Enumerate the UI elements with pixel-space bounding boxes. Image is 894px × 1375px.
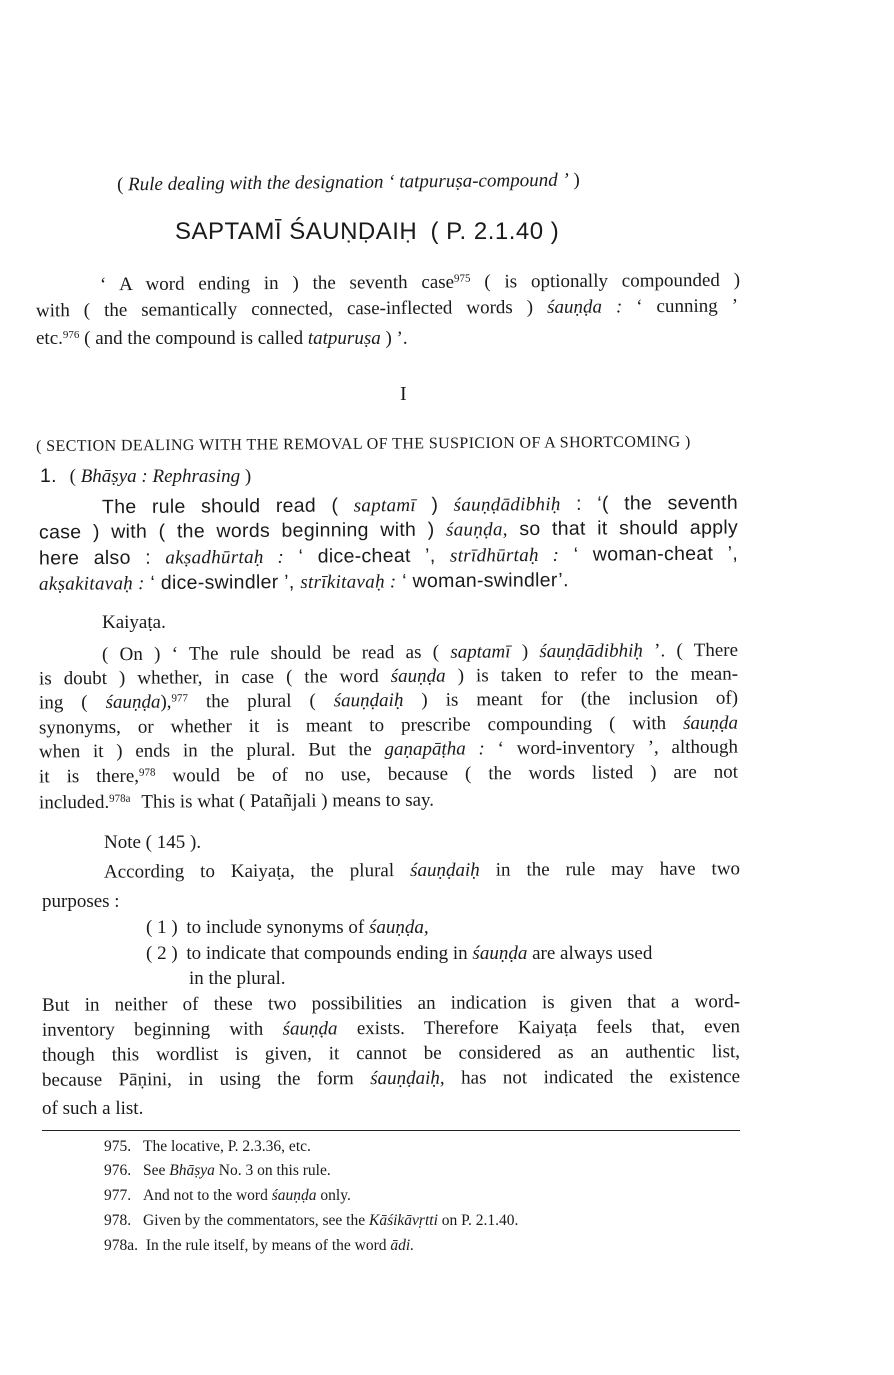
translation-text: ( and the compound is called (84, 328, 304, 349)
sanskrit-term: tatpuruṣa (307, 328, 381, 349)
footnote-976 (104, 1162, 331, 1180)
note-text: inventory beginning with (41, 1018, 264, 1041)
paren-close: ) (244, 466, 252, 487)
bhasya-text: ‘ woman-cheat ’, (573, 542, 739, 566)
footnote-number: 978. (104, 1212, 132, 1229)
sanskrit-term: śauṇḍādibhiḥ (539, 640, 643, 663)
note-list-item-2-cont: in the plural. (189, 968, 286, 989)
caption-text: Rule dealing with the designation (127, 171, 384, 196)
bhasya-line-4 (39, 569, 569, 596)
footnote-number: 975. (104, 1138, 132, 1155)
list-number: ( 1 ) (146, 917, 178, 938)
kaiyata-text: included. (38, 791, 110, 814)
kaiyata-text: when it ) ends in the plural. But the (38, 739, 372, 763)
kaiyata-line-inner (39, 762, 738, 789)
translation-text: etc. (36, 328, 63, 349)
kaiyata-line-2 (39, 664, 738, 691)
note-list-item-2 (146, 943, 652, 965)
footnote-term: ādi. (390, 1237, 415, 1254)
translation-text: with ( the semantically connected, case-inflected words ) (35, 296, 534, 322)
bhasya-text: case ) with ( the words beginning with ) (38, 518, 435, 544)
footnote-text: only. (320, 1187, 351, 1204)
bhasya-text: ‘ dice-cheat ’, (298, 544, 436, 568)
note-text: exists. Therefore Kaiyaṭa feels that, even (356, 1016, 741, 1040)
sanskrit-term: śauṇḍa, (369, 917, 429, 938)
kaiyata-heading: Kaiyaṭa. (102, 612, 166, 633)
bhasya-line-inner (39, 517, 738, 545)
kaiyata-line-inner (39, 713, 738, 740)
note-text: though this wordlist is given, it cannot be considered as an authentic list, (41, 1041, 741, 1066)
note-line-inner (104, 858, 740, 883)
translation-text: ) ’. (385, 328, 408, 349)
translation-line-2 (36, 296, 738, 323)
kaiyata-text: This is what ( Patañjali ) means to say. (141, 789, 435, 813)
bhasya-text: The rule should read ( (101, 494, 339, 519)
sanskrit-term: akṣadhūrtaḥ : (165, 546, 285, 569)
bhasya-text: ‘ dice-swindler ’, (150, 571, 295, 595)
kaiyata-line-1 (102, 640, 738, 666)
note-text: to include synonyms of (186, 917, 365, 938)
footnote-978a (104, 1237, 414, 1255)
footnote-ref-977: 977 (171, 692, 189, 705)
footnote-text: Given by the commentators, see the (143, 1212, 366, 1229)
bhasya-line-inner (39, 543, 738, 571)
footnote-text: And not to the word (143, 1187, 268, 1204)
note-para-2-line-3 (42, 1041, 740, 1067)
note-text: has not indicated the existence (461, 1066, 741, 1089)
sanskrit-term: śauṇḍa, (445, 519, 508, 541)
note-line-1 (104, 858, 740, 883)
sanskrit-term: śauṇḍaiḥ (410, 859, 480, 882)
note-text: to indicate that compounds ending in (186, 943, 468, 964)
rule-heading (175, 218, 559, 246)
footnote-text: on P. 2.1.40. (441, 1212, 519, 1229)
section-title (36, 433, 691, 456)
note-line-inner (42, 1016, 740, 1042)
footnote-ref-978: 978 (138, 766, 156, 779)
note-heading: Note ( 145 ). (104, 832, 202, 853)
footnote-text: In the rule itself, by means of the word (145, 1237, 387, 1254)
sanskrit-term: gaṇapāṭha : (384, 738, 485, 761)
translation-text: ‘ cunning ’ (636, 295, 739, 318)
kaiyata-text: ing ( (38, 692, 88, 714)
kaiyata-line-inner (39, 688, 738, 715)
sanskrit-term: akṣakitavaḥ : (38, 573, 145, 595)
kaiyata-text: is doubt ) whether, in case ( the word (38, 666, 379, 690)
kaiyata-text: would be of no use, because ( the words listed ) are not (172, 761, 739, 787)
sanskrit-term: śauṇḍa (683, 712, 739, 734)
kaiyata-text: it is there, (38, 765, 140, 788)
footnote-975 (104, 1138, 311, 1156)
sanskrit-term: strīdhūrtaḥ : (449, 544, 560, 567)
kaiyata-text: synonyms, or whether it is meant to prescribe compounding ( with (38, 713, 667, 739)
note-text: But in neither of these two possibilities an indication is given that a word- (41, 991, 741, 1016)
note-line-2: purposes : (42, 891, 120, 912)
footnote-978 (104, 1212, 518, 1230)
footnote-text: See (143, 1162, 166, 1179)
sanskrit-term: śauṇḍa (282, 1018, 338, 1040)
item-label: Bhāṣya : Rephrasing (80, 466, 241, 487)
sutra-text: SAPTAMĪ ŚAUṆḌAIḤ (175, 218, 418, 245)
bhasya-line-1 (102, 492, 738, 519)
note-text: are always used (532, 943, 653, 964)
kaiyata-line-4 (39, 713, 738, 740)
note-para-2-line-4 (42, 1066, 740, 1092)
footnote-ref-978a: 978a (109, 792, 131, 805)
sanskrit-term: śauṇḍa : (546, 296, 623, 318)
kaiyata-line-inner (102, 640, 738, 666)
footnote-977 (104, 1187, 351, 1205)
bhasya-text: ‘ woman-swindler’. (402, 569, 569, 593)
bhasya-text: ) (431, 493, 439, 516)
bhasya-line-3 (39, 543, 738, 571)
translation-text: ‘ A word ending in ) the seventh case (99, 271, 455, 296)
caption-term: ‘ tatpuruṣa-compound ’ (388, 169, 569, 193)
translation-text: ( is optionally compounded ) (484, 269, 741, 293)
bhasya-text: : ‘( the seventh (576, 491, 739, 515)
note-text: because Pāṇini, in using the form (41, 1068, 354, 1091)
kaiyata-line-5 (39, 737, 738, 764)
sanskrit-term: śauṇḍa (105, 691, 161, 713)
footnote-number: 977. (104, 1187, 132, 1204)
translation-line-1-inner (100, 270, 740, 296)
kaiyata-line-7 (39, 790, 434, 815)
sanskrit-term: saptamī (353, 495, 417, 517)
item-1-heading (40, 465, 251, 488)
kaiyata-text: ( On ) ‘ The rule should be read as ( (101, 641, 440, 666)
bhasya-text: here also : (38, 546, 151, 570)
footnote-separator (42, 1130, 740, 1131)
note-line-inner (42, 1066, 740, 1092)
paren-close: ) (573, 169, 580, 191)
sutra-reference: ( P. 2.1.40 ) (430, 218, 560, 245)
footnote-ref-975: 975 (453, 272, 471, 285)
sanskrit-term: strīkitavaḥ : (300, 571, 397, 594)
bhasya-text: so that it should apply (519, 516, 739, 541)
footnote-term: śauṇḍa (271, 1187, 317, 1204)
kaiyata-line-6 (39, 762, 738, 789)
note-para-2-line-1 (42, 991, 740, 1017)
footnote-term: Bhāṣya (169, 1162, 215, 1179)
kaiyata-line-inner (39, 664, 738, 691)
kaiyata-text: the plural ( (205, 690, 316, 713)
note-para-2-line-5: of such a list. (42, 1098, 144, 1119)
sanskrit-term: śauṇḍādibhiḥ (453, 494, 561, 516)
translation-line-2-inner (36, 296, 738, 323)
kaiyata-line-inner (39, 737, 738, 764)
footnote-term: Kāśikāvṛtti (368, 1212, 438, 1229)
kaiyata-text: ’. ( There (654, 639, 739, 662)
translation-line-3 (36, 328, 408, 350)
kaiyata-line-3 (39, 688, 738, 715)
footnote-number: 976. (104, 1162, 132, 1179)
item-number: 1. (40, 465, 57, 487)
sanskrit-term: śauṇḍaiḥ, (370, 1067, 445, 1090)
footnote-ref-976: 976 (62, 329, 80, 341)
footnote-text: No. 3 on this rule. (218, 1162, 331, 1179)
list-number: ( 2 ) (146, 943, 178, 964)
bhasya-line-inner (102, 492, 738, 519)
section-title-text: ( SECTION DEALING WITH THE REMOVAL OF THE SUSPICION OF A SHORTCOMING ) (36, 433, 691, 455)
footnote-text: The locative, P. 2.3.36, etc. (143, 1138, 311, 1155)
paren-open: ( (69, 466, 76, 487)
sanskrit-term: śauṇḍa (472, 943, 528, 964)
section-numeral: I (400, 383, 407, 405)
kaiyata-text: ) is meant for (the inclusion of) (421, 687, 739, 711)
footnote-number: 978a. (104, 1237, 139, 1254)
paren-open: ( (116, 174, 124, 196)
kaiyata-text: ) is taken to refer to the mean- (457, 663, 739, 687)
note-text: in the rule may have two (495, 858, 741, 881)
sanskrit-term: śauṇḍaiḥ (333, 689, 404, 712)
kaiyata-text: ‘ word-inventory ’, although (497, 736, 739, 760)
note-para-2-line-2 (42, 1016, 740, 1042)
sanskrit-term: saptamī (450, 641, 511, 663)
bhasya-line-2 (39, 517, 738, 545)
note-text: According to Kaiyaṭa, the plural (103, 860, 395, 883)
translation-line-1 (100, 270, 740, 296)
kaiyata-text: ) (521, 641, 529, 663)
kaiyata-text: ), (160, 691, 172, 713)
note-list-item-1 (146, 917, 429, 939)
sanskrit-term: śauṇḍa (390, 665, 446, 687)
top-caption (117, 170, 580, 197)
